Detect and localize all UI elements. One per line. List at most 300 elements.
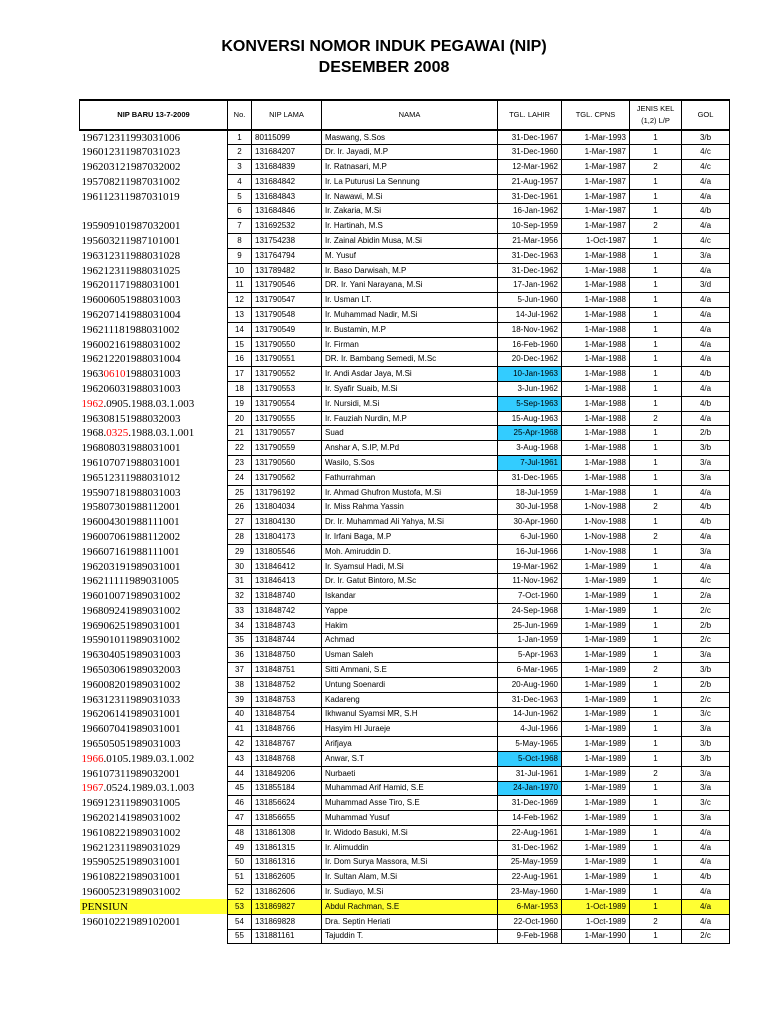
tgl-lahir-cell: 5-May-1965: [498, 737, 562, 752]
nip-lama-cell: 131856624: [252, 796, 322, 811]
nip-lama-cell: 131848740: [252, 589, 322, 604]
row-no-cell: 49: [228, 840, 252, 855]
table-row: [80, 426, 730, 441]
nip-lama-cell: 131754238: [252, 234, 322, 249]
gol-cell: 4/c: [682, 234, 730, 249]
gol-cell: 3/a: [682, 811, 730, 826]
table-row: [80, 337, 730, 352]
row-no-cell: 23: [228, 456, 252, 471]
tgl-cpns-cell: 1-Mar-1988: [562, 278, 630, 293]
row-no-cell: 33: [228, 604, 252, 619]
nip-lama-cell: 131684843: [252, 189, 322, 204]
nama-cell: Iskandar: [322, 589, 498, 604]
nip-lama-cell: 131684839: [252, 160, 322, 175]
tgl-lahir-cell: 1-Jan-1959: [498, 633, 562, 648]
table-row: [80, 308, 730, 323]
nip-baru-cell: [80, 929, 228, 944]
nip-lama-cell: 80115099: [252, 130, 322, 145]
nip-lama-cell: 131855184: [252, 781, 322, 796]
tgl-cpns-cell: 1-Mar-1989: [562, 574, 630, 589]
gol-cell: 3/b: [682, 663, 730, 678]
nip-lama-cell: 131861315: [252, 840, 322, 855]
nip-lama-cell: 131861308: [252, 825, 322, 840]
nip-baru-red-part: 0610: [103, 368, 126, 381]
table-row: [80, 352, 730, 367]
tgl-cpns-cell: 1-Mar-1989: [562, 663, 630, 678]
row-no-cell: 53: [228, 899, 252, 914]
tgl-lahir-cell: 3-Aug-1968: [498, 441, 562, 456]
tgl-lahir-cell: 31-Dec-1962: [498, 840, 562, 855]
nip-lama-cell: 131869828: [252, 914, 322, 929]
tgl-lahir-cell: 12-Mar-1962: [498, 160, 562, 175]
nip-baru-cell: 196112311987031019: [81, 190, 180, 203]
nama-cell: DR. Ir. Yani Narayana, M.Si: [322, 278, 498, 293]
gol-cell: 4/b: [682, 870, 730, 885]
nip-baru-cell: 195909101987032001: [81, 220, 181, 233]
nip-lama-cell: 131684207: [252, 145, 322, 160]
jenis-kel-cell: 2: [630, 530, 682, 545]
nama-cell: Abdul Rachman, S.E: [322, 899, 498, 914]
jenis-kel-cell: 1: [630, 796, 682, 811]
tgl-cpns-cell: 1-Mar-1987: [562, 189, 630, 204]
nama-cell: Sitti Ammani, S.E: [322, 663, 498, 678]
nip-baru-cell: PENSIUN: [80, 899, 228, 914]
table-row: [80, 781, 730, 796]
tgl-lahir-cell: 3-Jun-1962: [498, 382, 562, 397]
jenis-kel-cell: 1: [630, 293, 682, 308]
nama-cell: Suad: [322, 426, 498, 441]
tgl-lahir-cell: 14-Feb-1962: [498, 811, 562, 826]
tgl-lahir-cell: 22-Aug-1961: [498, 825, 562, 840]
tgl-lahir-cell: 31-Dec-1963: [498, 692, 562, 707]
row-no-cell: 28: [228, 530, 252, 545]
table-row: [80, 648, 730, 663]
jenis-kel-cell: 1: [630, 677, 682, 692]
nip-baru-cell: 196108221989031002: [81, 826, 181, 839]
tgl-lahir-cell: 11-Nov-1962: [498, 574, 562, 589]
tgl-cpns-cell: 1-Mar-1988: [562, 426, 630, 441]
tgl-lahir-cell: 18-Jul-1959: [498, 485, 562, 500]
table-row: [80, 396, 730, 411]
jenis-kel-cell: 1: [630, 263, 682, 278]
jenis-kel-cell: 2: [630, 411, 682, 426]
tgl-cpns-cell: 1-Mar-1989: [562, 559, 630, 574]
table-row: [80, 441, 730, 456]
tgl-cpns-cell: 1-Mar-1989: [562, 751, 630, 766]
nip-baru-cell: 196010071989031002: [81, 590, 181, 603]
row-no-cell: 35: [228, 633, 252, 648]
tgl-cpns-cell: 1-Mar-1989: [562, 870, 630, 885]
table-header: [80, 100, 730, 130]
tgl-lahir-cell: 21-Mar-1956: [498, 234, 562, 249]
jenis-kel-cell: 1: [630, 174, 682, 189]
row-no-cell: 2: [228, 145, 252, 160]
table-row: [80, 811, 730, 826]
row-no-cell: 37: [228, 663, 252, 678]
nip-baru-cell: 196312311988031028: [81, 249, 181, 262]
table-row: [80, 248, 730, 263]
nip-lama-cell: 131862605: [252, 870, 322, 885]
nip-lama-cell: 131805546: [252, 544, 322, 559]
tgl-cpns-cell: 1-Mar-1989: [562, 737, 630, 752]
nama-cell: Ir. Ahmad Ghufron Mustofa, M.Si: [322, 485, 498, 500]
table-row: [80, 456, 730, 471]
tgl-cpns-cell: 1-Mar-1989: [562, 885, 630, 900]
jenis-kel-cell: 2: [630, 914, 682, 929]
nama-cell: Ir. Muhammad Nadir, M.Si: [322, 308, 498, 323]
jenis-kel-cell: 1: [630, 248, 682, 263]
nip-lama-cell: 131848752: [252, 677, 322, 692]
nama-cell: Yappe: [322, 604, 498, 619]
row-no-cell: 12: [228, 293, 252, 308]
tgl-cpns-cell: 1-Nov-1988: [562, 530, 630, 545]
row-no-cell: 42: [228, 737, 252, 752]
tgl-lahir-cell: 31-Dec-1962: [498, 263, 562, 278]
jenis-kel-cell: 1: [630, 811, 682, 826]
jenis-kel-cell: 1: [630, 707, 682, 722]
tgl-lahir-cell: 20-Aug-1960: [498, 677, 562, 692]
row-no-cell: 21: [228, 426, 252, 441]
tgl-cpns-cell: 1-Mar-1987: [562, 204, 630, 219]
tgl-lahir-cell: 5-Sep-1963: [498, 396, 562, 411]
row-no-cell: 18: [228, 382, 252, 397]
tgl-lahir-cell: 16-Jul-1966: [498, 544, 562, 559]
nama-cell: Ir. Dom Surya Massora, M.Si: [322, 855, 498, 870]
tgl-lahir-cell: 10-Sep-1959: [498, 219, 562, 234]
jenis-kel-cell: 1: [630, 189, 682, 204]
nama-cell: Achmad: [322, 633, 498, 648]
jenis-kel-cell: 1: [630, 367, 682, 382]
jenis-kel-cell: 1: [630, 618, 682, 633]
gol-cell: 3/a: [682, 456, 730, 471]
nama-cell: Anshar A, S.IP, M.Pd: [322, 441, 498, 456]
tgl-lahir-cell: 9-Feb-1968: [498, 929, 562, 944]
tgl-lahir-cell: 31-Dec-1960: [498, 145, 562, 160]
gol-cell: 4/b: [682, 515, 730, 530]
table-row: [80, 737, 730, 752]
nip-lama-cell: 131790551: [252, 352, 322, 367]
nip-baru-cell: 196108221989031001: [81, 871, 181, 884]
gol-cell: 3/a: [682, 766, 730, 781]
gol-cell: 4/c: [682, 574, 730, 589]
gol-cell: 3/c: [682, 707, 730, 722]
jenis-kel-cell: 1: [630, 426, 682, 441]
gol-cell: 3/b: [682, 751, 730, 766]
gol-cell: 4/b: [682, 204, 730, 219]
nip-baru-cell: 196006051988031003: [81, 294, 181, 307]
tgl-lahir-cell: 7-Jul-1961: [498, 456, 562, 471]
tgl-cpns-cell: 1-Oct-1987: [562, 234, 630, 249]
nip-lama-cell: 131790554: [252, 396, 322, 411]
tgl-cpns-cell: 1-Mar-1988: [562, 470, 630, 485]
tgl-cpns-cell: 1-Mar-1993: [562, 130, 630, 145]
nip-baru-cell: [80, 204, 228, 219]
nip-baru-cell: 196607041989031001: [81, 723, 181, 736]
gol-cell: 4/a: [682, 530, 730, 545]
tgl-cpns-cell: 1-Oct-1989: [562, 899, 630, 914]
table-row: [80, 204, 730, 219]
gol-cell: 2/c: [682, 604, 730, 619]
tgl-cpns-cell: 1-Mar-1988: [562, 337, 630, 352]
header-tgl-lahir: TGL. LAHIR: [498, 100, 562, 130]
nama-cell: Ir. Widodo Basuki, M.Si: [322, 825, 498, 840]
nip-baru-cell: 195603211987101001: [81, 234, 181, 247]
table-row: [80, 618, 730, 633]
nip-baru-cell: 196512311988031012: [81, 471, 181, 484]
nip-baru-cell: 196107071988031001: [81, 456, 181, 469]
jenis-kel-cell: 1: [630, 840, 682, 855]
gol-cell: 2/b: [682, 677, 730, 692]
table-row: [80, 189, 730, 204]
tgl-cpns-cell: 1-Mar-1989: [562, 677, 630, 692]
jenis-kel-cell: 1: [630, 870, 682, 885]
nip-baru-cell: 196007061988112002: [81, 530, 181, 543]
tgl-lahir-cell: 22-Oct-1960: [498, 914, 562, 929]
gol-cell: 3/b: [682, 130, 730, 145]
gol-cell: 3/a: [682, 470, 730, 485]
tgl-cpns-cell: 1-Mar-1989: [562, 707, 630, 722]
table-row: [80, 574, 730, 589]
tgl-cpns-cell: 1-Mar-1987: [562, 174, 630, 189]
nip-baru-cell: 195901011989031002: [81, 634, 181, 647]
nip-lama-cell: 131846412: [252, 559, 322, 574]
row-no-cell: 34: [228, 618, 252, 633]
nip-baru-cell: 196808031988031001: [81, 442, 181, 455]
nama-cell: Usman Saleh: [322, 648, 498, 663]
tgl-cpns-cell: 1-Mar-1987: [562, 160, 630, 175]
nip-lama-cell: 131684842: [252, 174, 322, 189]
table-row: [80, 663, 730, 678]
table-row: [80, 589, 730, 604]
row-no-cell: 13: [228, 308, 252, 323]
nip-lama-cell: 131869827: [252, 899, 322, 914]
jenis-kel-cell: 1: [630, 352, 682, 367]
header-gol: GOL: [682, 100, 730, 130]
nama-cell: Ir. La Puturusi La Sennung: [322, 174, 498, 189]
nip-lama-cell: 131848742: [252, 604, 322, 619]
nip-baru-cell: 195907181988031003: [81, 486, 181, 499]
tgl-cpns-cell: 1-Nov-1988: [562, 515, 630, 530]
nip-baru-cell: 196212201988031004: [81, 353, 181, 366]
nama-cell: Maswang, S.Sos: [322, 130, 498, 145]
jenis-kel-cell: 1: [630, 781, 682, 796]
nama-cell: Ir. Baso Darwisah, M.P: [322, 263, 498, 278]
tgl-cpns-cell: 1-Mar-1989: [562, 766, 630, 781]
row-no-cell: 41: [228, 722, 252, 737]
nip-baru-cell: 195905251989031001: [81, 856, 181, 869]
row-no-cell: 17: [228, 367, 252, 382]
nip-lama-cell: 131789482: [252, 263, 322, 278]
row-no-cell: 40: [228, 707, 252, 722]
jenis-kel-cell: 1: [630, 470, 682, 485]
table-row: [80, 470, 730, 485]
jenis-kel-cell: 1: [630, 604, 682, 619]
table-row: [80, 855, 730, 870]
jenis-kel-cell: 1: [630, 589, 682, 604]
jenis-kel-cell: 1: [630, 692, 682, 707]
nip-baru-cell: [80, 396, 228, 411]
nip-baru-cell: 196010221989102001: [81, 915, 181, 928]
row-no-cell: 46: [228, 796, 252, 811]
row-no-cell: 15: [228, 337, 252, 352]
nama-cell: Muhammad Asse Tiro, S.E: [322, 796, 498, 811]
gol-cell: 4/a: [682, 382, 730, 397]
header-nama: NAMA: [322, 100, 498, 130]
gol-cell: 4/a: [682, 219, 730, 234]
row-no-cell: 3: [228, 160, 252, 175]
nama-cell: Ir. Sultan Alam, M.Si: [322, 870, 498, 885]
tgl-cpns-cell: 1-Mar-1989: [562, 692, 630, 707]
nip-baru-part: .0105.1989.03.1.002: [103, 752, 195, 765]
table-row: [80, 382, 730, 397]
nip-baru-cell: 196308151988032003: [81, 412, 181, 425]
table-row: [80, 677, 730, 692]
tgl-lahir-cell: 31-Dec-1963: [498, 248, 562, 263]
nip-baru-cell: 196201171988031001: [81, 279, 181, 292]
nama-cell: Ir. Nawawi, M.Si: [322, 189, 498, 204]
tgl-lahir-cell: 20-Dec-1962: [498, 352, 562, 367]
tgl-lahir-cell: 22-Aug-1961: [498, 870, 562, 885]
gol-cell: 2/c: [682, 692, 730, 707]
row-no-cell: 51: [228, 870, 252, 885]
row-no-cell: 9: [228, 248, 252, 263]
nama-cell: Ir. Fauziah Nurdin, M.P: [322, 411, 498, 426]
row-no-cell: 14: [228, 322, 252, 337]
nama-cell: Ir. Sudiayo, M.Si: [322, 885, 498, 900]
gol-cell: 4/c: [682, 160, 730, 175]
row-no-cell: 27: [228, 515, 252, 530]
nip-baru-part: 1963: [81, 368, 104, 381]
jenis-kel-cell: 1: [630, 751, 682, 766]
row-no-cell: 24: [228, 470, 252, 485]
tgl-lahir-cell: 23-May-1960: [498, 885, 562, 900]
nip-baru-cell: 196203191989031001: [81, 560, 181, 573]
nip-baru-cell: 196207141988031004: [81, 308, 181, 321]
gol-cell: 3/a: [682, 648, 730, 663]
tgl-cpns-cell: 1-Mar-1988: [562, 382, 630, 397]
tgl-cpns-cell: 1-Mar-1988: [562, 485, 630, 500]
tgl-cpns-cell: 1-Mar-1988: [562, 396, 630, 411]
gol-cell: 4/a: [682, 914, 730, 929]
row-no-cell: 39: [228, 692, 252, 707]
nip-lama-cell: 131848767: [252, 737, 322, 752]
nip-lama-cell: 131790548: [252, 308, 322, 323]
jenis-kel-cell: 1: [630, 722, 682, 737]
nip-baru-cell: 196211181988031002: [81, 323, 180, 336]
gol-cell: 4/a: [682, 840, 730, 855]
tgl-lahir-cell: 25-May-1959: [498, 855, 562, 870]
nip-lama-cell: 131692532: [252, 219, 322, 234]
table-row: [80, 796, 730, 811]
nip-lama-cell: 131790546: [252, 278, 322, 293]
gol-cell: 3/c: [682, 796, 730, 811]
tgl-lahir-cell: 31-Dec-1961: [498, 189, 562, 204]
nama-cell: Fathurrahman: [322, 470, 498, 485]
row-no-cell: 11: [228, 278, 252, 293]
nip-baru-cell: 196505051989031003: [81, 738, 181, 751]
row-no-cell: 6: [228, 204, 252, 219]
nip-lama-cell: 131796192: [252, 485, 322, 500]
table-row: [80, 692, 730, 707]
header-nip-lama: NIP LAMA: [252, 100, 322, 130]
gol-cell: 4/a: [682, 174, 730, 189]
nama-cell: Ir. Usman LT.: [322, 293, 498, 308]
nip-lama-cell: 131790547: [252, 293, 322, 308]
jenis-kel-cell: 1: [630, 515, 682, 530]
tgl-lahir-cell: 24-Jan-1970: [498, 781, 562, 796]
jenis-kel-cell: 2: [630, 160, 682, 175]
gol-cell: 2/c: [682, 633, 730, 648]
nip-lama-cell: 131861316: [252, 855, 322, 870]
nip-baru-cell: 196002161988031002: [81, 338, 181, 351]
row-no-cell: 10: [228, 263, 252, 278]
nip-baru-red-part: 1967: [81, 782, 104, 795]
tgl-cpns-cell: 1-Mar-1988: [562, 367, 630, 382]
gol-cell: 4/a: [682, 337, 730, 352]
table-row: [80, 633, 730, 648]
nip-lama-cell: 131804173: [252, 530, 322, 545]
tgl-cpns-cell: 1-Mar-1989: [562, 648, 630, 663]
jenis-kel-cell: 1: [630, 633, 682, 648]
tgl-lahir-cell: 14-Jun-1962: [498, 707, 562, 722]
gol-cell: 3/a: [682, 544, 730, 559]
nip-baru-cell: 196012311987031023: [81, 146, 181, 159]
nama-cell: Wasilo, S.Sos: [322, 456, 498, 471]
header-jenis-kel-line1: JENIS KEL: [636, 104, 675, 113]
nip-lama-cell: 131849206: [252, 766, 322, 781]
table-row: [80, 500, 730, 515]
nip-baru-cell: 196211111989031005: [81, 575, 179, 588]
nip-baru-cell: 196005231989031002: [81, 886, 181, 899]
gol-cell: 4/a: [682, 352, 730, 367]
table-row: [80, 367, 730, 382]
row-no-cell: 4: [228, 174, 252, 189]
tgl-lahir-cell: 25-Apr-1968: [498, 426, 562, 441]
row-no-cell: 43: [228, 751, 252, 766]
table-row: [80, 825, 730, 840]
row-no-cell: 29: [228, 544, 252, 559]
tgl-lahir-cell: 31-Dec-1969: [498, 796, 562, 811]
gol-cell: 3/a: [682, 722, 730, 737]
tgl-lahir-cell: 31-Dec-1965: [498, 470, 562, 485]
jenis-kel-cell: 1: [630, 234, 682, 249]
tgl-lahir-cell: 6-Mar-1965: [498, 663, 562, 678]
nip-baru-cell: 196107311989032001: [81, 767, 181, 780]
nip-lama-cell: 131848753: [252, 692, 322, 707]
jenis-kel-cell: 1: [630, 456, 682, 471]
tgl-lahir-cell: 10-Jan-1963: [498, 367, 562, 382]
nama-cell: Ir. Irfani Baga, M.P: [322, 530, 498, 545]
nama-cell: M. Yusuf: [322, 248, 498, 263]
row-no-cell: 52: [228, 885, 252, 900]
gol-cell: 2/b: [682, 618, 730, 633]
nama-cell: Arifjaya: [322, 737, 498, 752]
jenis-kel-cell: 1: [630, 574, 682, 589]
tgl-lahir-cell: 16-Jan-1962: [498, 204, 562, 219]
jenis-kel-cell: 1: [630, 396, 682, 411]
nama-cell: Dr. Ir. Jayadi, M.P: [322, 145, 498, 160]
table-row: [80, 234, 730, 249]
nip-baru-cell: 196912311989031005: [81, 797, 181, 810]
tgl-cpns-cell: 1-Nov-1988: [562, 500, 630, 515]
jenis-kel-cell: 1: [630, 145, 682, 160]
jenis-kel-cell: 1: [630, 737, 682, 752]
tgl-lahir-cell: 31-Jul-1961: [498, 766, 562, 781]
gol-cell: 4/a: [682, 411, 730, 426]
nama-cell: Ir. Nursidi, M.Si: [322, 396, 498, 411]
table-row: [80, 751, 730, 766]
nama-cell: Ir. Syamsul Hadi, M.Si: [322, 559, 498, 574]
